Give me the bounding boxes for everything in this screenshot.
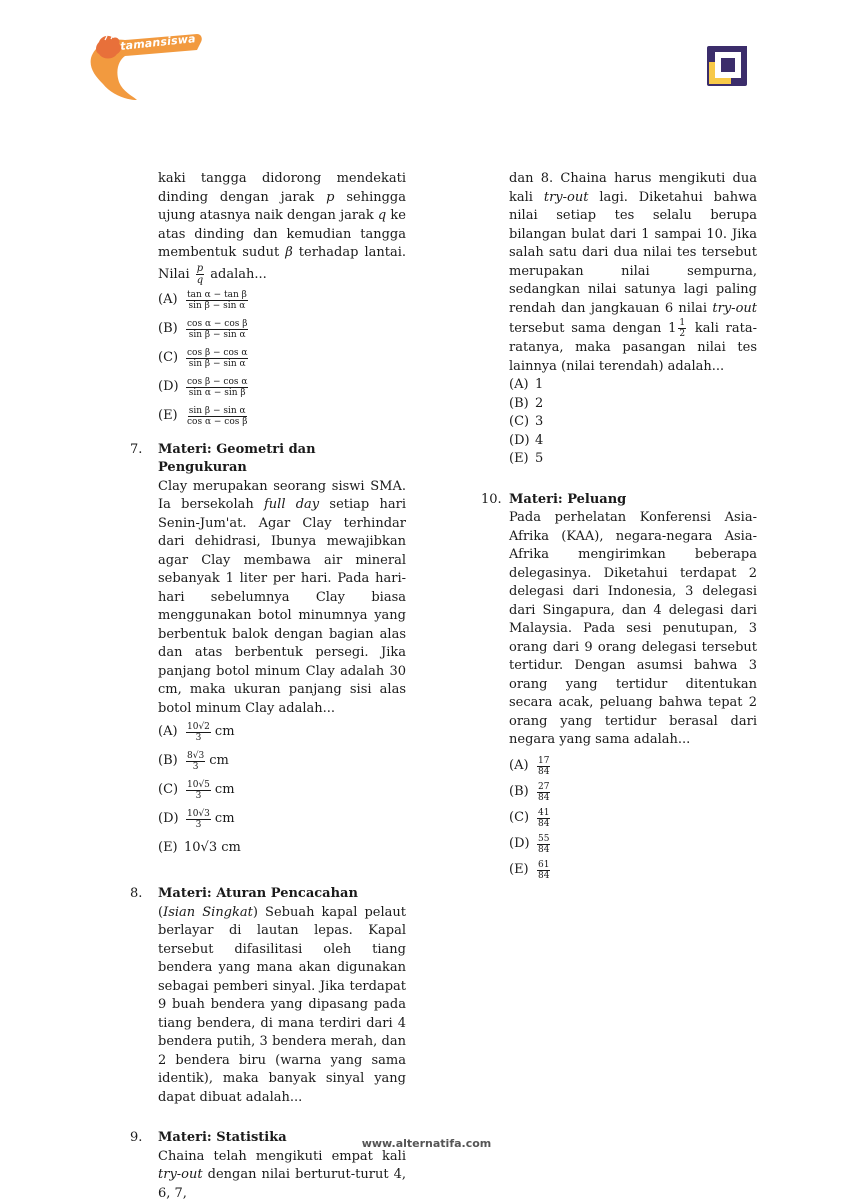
option-d[interactable] [158,373,406,402]
fraction-numerator: 10√2 [186,722,211,733]
option-label: (E) [158,407,184,426]
question-number: 9. [130,1129,142,1148]
q6-text: kaki tangga didorong mendekati dinding dengan jarak [158,171,406,205]
option-d[interactable] [509,432,757,451]
q9-italic: try-out [544,190,589,205]
option-value: 10√3 cm [184,839,241,858]
fraction-denominator: sin β − sin α [188,330,247,340]
option-label: (E) [509,450,535,469]
option-label: (E) [158,839,184,858]
option-unit: cm [215,723,235,742]
option-label: (D) [158,810,184,829]
q9-options [509,376,757,469]
fraction-denominator: sin α − sin β [188,388,247,398]
option-label: (D) [158,378,184,397]
question-text [158,1148,406,1203]
option-unit: cm [209,752,229,771]
question-10 [509,491,757,884]
option-fraction [537,782,550,803]
option-b[interactable] [509,780,757,806]
option-fraction [186,406,248,427]
q10-options [509,754,757,884]
fraction-numerator: 10√3 [186,809,211,820]
fraction-numerator: 27 [537,782,550,793]
option-a[interactable] [509,376,757,395]
option-c[interactable] [158,776,406,805]
fraction-numerator: 1 [678,318,686,329]
q9-italic: try-out [158,1167,203,1182]
fraction-denominator: sin β − sin α [187,301,246,311]
q9-text: Chaina telah mengikuti empat kali [158,1149,406,1164]
option-label: (C) [509,413,535,432]
question-number: 7. [130,441,142,460]
option-b[interactable] [158,747,406,776]
var-p: p [326,190,334,205]
question-number: 10. [481,491,502,510]
fraction-numerator: 55 [537,834,550,845]
question-title: Materi: Peluang [509,491,757,510]
option-d[interactable] [158,805,406,834]
option-a[interactable] [509,754,757,780]
question-title: Materi: Statistika [158,1129,406,1148]
q7-options [158,718,406,863]
q7-text: setiap hari Senin-Jum'at. Agar Clay terhindar dari dehidrasi, Ibunya mewajibkan agar Clay membawa air mineral sebanyak 1 liter per hari. Pada hari-hari sebelumnya Clay biasa menggunakan botol minumnya yang berbentuk balok dengan bagian alas dan atas berbentuk persegi. Jika panjang botol minum Clay adalah 30 cm, maka ukuran panjang sisi alas botol minum Clay adalah... [158,497,406,716]
option-fraction [186,290,248,311]
fraction-numerator: 8√3 [186,751,205,762]
option-label: (A) [158,291,184,310]
q6-text: adalah... [206,267,267,282]
option-label: (E) [509,861,535,880]
fraction-denominator: 3 [195,820,203,830]
question-text [158,904,406,1108]
option-label: (C) [509,809,535,828]
option-label: (C) [158,349,184,368]
q6-options [158,286,406,431]
option-fraction [186,809,211,830]
var-q: q [378,208,386,223]
fraction-numerator: 17 [537,756,550,767]
option-a[interactable] [158,718,406,747]
fraction-denominator: 2 [678,329,686,339]
q6-text: terhadap lantai. Nilai [158,245,406,282]
fraction-denominator: 84 [537,845,550,855]
option-label: (A) [509,376,535,395]
option-label: (B) [509,783,535,802]
option-label: (A) [158,723,184,742]
footer-url[interactable]: www.alternatifa.com [0,1137,853,1150]
question-9-continuation [509,170,757,376]
fraction-numerator: cos α − cos β [186,319,248,330]
option-e[interactable] [158,834,406,863]
option-label: (C) [158,781,184,800]
option-e[interactable] [509,450,757,469]
option-label: (D) [509,835,535,854]
fraction-denominator: 3 [192,762,200,772]
fraction-numerator: cos β − cos α [186,348,248,359]
question-title: Materi: Geometri dan Pengukuran [158,441,406,478]
q8-text: ( [158,905,163,920]
option-label: (A) [509,757,535,776]
question-text [158,478,406,719]
option-b[interactable] [158,315,406,344]
q9-text: kali rata-ratanya, maka pasangan nilai tes lainnya (nilai terendah) adalah... [509,321,757,374]
option-a[interactable] [158,286,406,315]
question-number: 8. [130,885,142,904]
option-unit: cm [215,810,235,829]
q9-italic: try-out [712,301,757,316]
option-c[interactable] [158,344,406,373]
question-title: Materi: Aturan Pencacahan [158,885,406,904]
fraction-denominator: 84 [537,871,550,881]
fraction-numerator: tan α − tan β [186,290,248,301]
q7-italic: full day [264,497,319,512]
option-label: (D) [509,432,535,451]
mixed-fraction [678,318,686,339]
option-fraction [537,756,550,777]
option-e[interactable] [509,858,757,884]
q9-text: dan 8. Chaina harus mengikuti dua kali [509,171,757,205]
fraction-denominator: q [196,275,204,286]
option-fraction [186,377,248,398]
option-value: 2 [535,395,543,414]
option-fraction [186,722,211,743]
question-text: Pada perhelatan Konferensi Asia-Afrika (KAA), negara-negara Asia-Afrika mengirimkan beberapa delegasinya. Diketahui terdapat 2 delegasi dari Indonesia, 3 delegasi dari Singapura, dan 4 delegasi dari Malaysia. Pada sesi penutupan, 3 orang dari 9 orang delegasi tersebut tertidur. Dengan asumsi bahwa 3 orang yang tertidur ditentukan secara acak, peluang bahwa tepat 2 orang yang tertidur berasal dari negara yang sama adalah... [509,509,757,750]
option-value: 4 [535,432,543,451]
question-6-continuation [158,170,406,286]
option-fraction [537,860,550,881]
option-fraction [186,319,248,340]
fraction-numerator: cos β − cos α [186,377,248,388]
option-fraction [186,780,211,801]
q7-text: Clay merupakan seorang siswi SMA. Ia bersekolah [158,479,406,513]
q9-text: lagi. Diketahui bahwa nilai setiap tes selalu berupa bilangan bulat dari 1 sampai 10. Jika salah satu dari dua nilai tes tersebut merupakan nilai sempurna, sedangkan nilai satunya lagi paling rendah dan jangkauan 6 nilai [509,190,757,316]
fraction-numerator: 41 [537,808,550,819]
var-beta: β [285,245,293,260]
option-d[interactable] [509,832,757,858]
option-e[interactable] [158,402,406,431]
question-8 [158,885,406,1107]
fraction-denominator: 3 [195,791,203,801]
option-fraction [186,751,205,772]
fraction-numerator: p [196,263,204,275]
alternatifa-logo [703,42,751,90]
q8-text: ) Sebuah kapal pelaut berlayar di lautan lepas. Kapal tersebut difasilitasi oleh tiang bendera yang mana akan digunakan sebagai pemberi sinyal. Jika terdapat 9 buah bendera yang dipasang pada tiang bendera, di mana terdiri dari 4 bendera putih, 3 bendera merah, dan 2 bendera biru (warna yang sama identik), maka banyak sinyal yang dapat dibuat adalah... [158,905,406,1105]
fraction-denominator: 84 [537,767,550,777]
option-value: 1 [535,376,543,395]
option-label: (B) [158,320,184,339]
right-column [509,170,757,884]
option-value: 5 [535,450,543,469]
option-fraction [186,348,248,369]
logo-text: tamansiswa [120,32,197,53]
fraction-denominator: 84 [537,819,550,829]
q6-text: sehingga ujung atasnya naik dengan jarak [158,190,406,224]
option-c[interactable] [509,806,757,832]
option-value: 3 [535,413,543,432]
fraction-numerator: 61 [537,860,550,871]
q9-text: dengan nilai berturut-turut 4, 6, 7, [158,1167,406,1201]
option-fraction [537,834,550,855]
fraction-denominator: cos α − cos β [186,417,248,427]
option-b[interactable] [509,395,757,414]
option-label: (B) [158,752,184,771]
option-fraction [537,808,550,829]
q8-italic: Isian Singkat [163,905,253,920]
fraction-p-over-q [196,263,204,286]
q6-text: ke atas dinding dan kemudian tangga membentuk sudut [158,208,406,260]
question-7 [158,441,406,864]
option-label: (B) [509,395,535,414]
fraction-denominator: sin β − sin α [188,359,247,369]
fraction-numerator: sin β − sin α [188,406,247,417]
option-unit: cm [215,781,235,800]
fraction-numerator: 10√5 [186,780,211,791]
fraction-denominator: 3 [195,733,203,743]
fraction-denominator: 84 [537,793,550,803]
left-column [158,170,406,1203]
option-c[interactable] [509,413,757,432]
q9-text: tersebut sama dengan 1 [509,321,676,336]
